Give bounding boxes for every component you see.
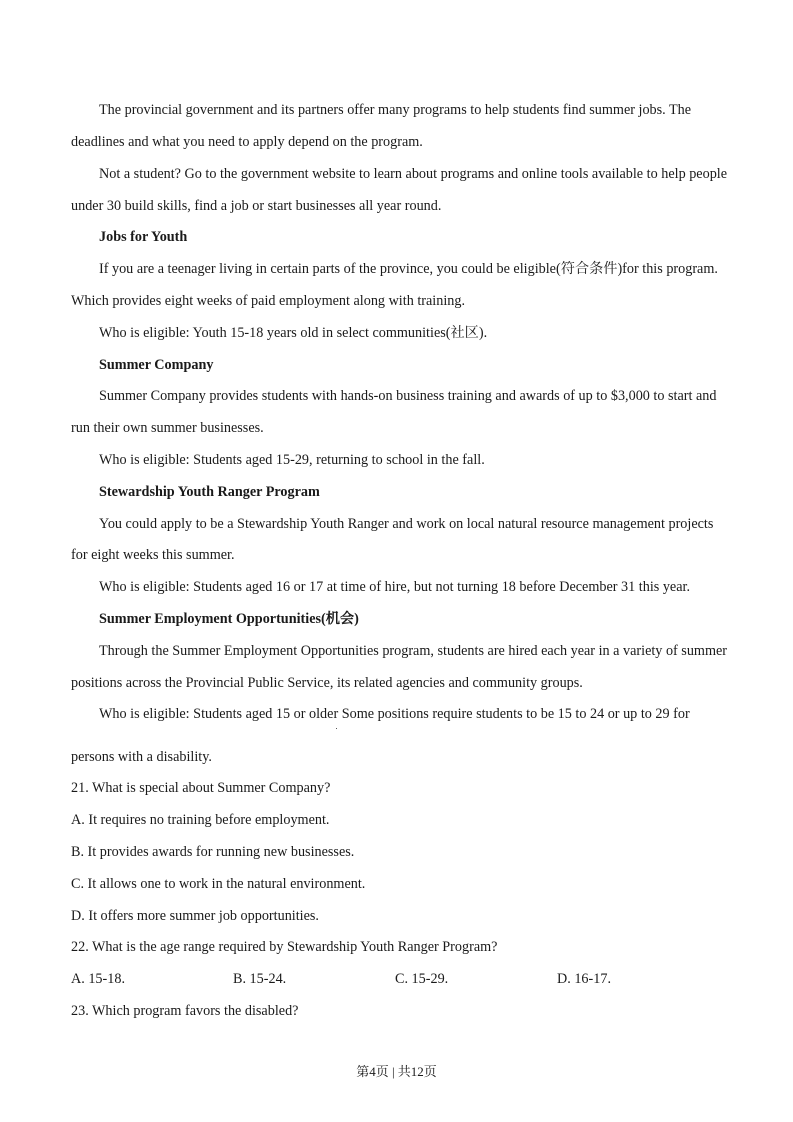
question-22-option-a: A. 15-18.: [71, 971, 125, 987]
paragraph-seo-line-1: Through the Summer Employment Opportunities program, students are hired each year in a variety of summer: [99, 643, 728, 659]
heading-stewardship-youth-ranger: Stewardship Youth Ranger Program: [99, 484, 320, 500]
heading-summer-company: Summer Company: [99, 357, 214, 373]
paragraph-intro-line-1: The provincial government and its partners offer many programs to help students find summer jobs. The: [99, 102, 692, 118]
page-footer: 第4页 | 共12页: [356, 1064, 437, 1079]
eligibility-stewardship: Who is eligible: Students aged 16 or 17 at time of hire, but not turning 18 before December 31 this year.: [99, 579, 691, 595]
question-22-option-c: C. 15-29.: [395, 971, 449, 987]
heading-summer-employment-opportunities: Summer Employment Opportunities(机会): [99, 611, 359, 627]
heading-jobs-for-youth: Jobs for Youth: [99, 229, 188, 245]
question-22-option-d: D. 16-17.: [557, 971, 611, 987]
paragraph-stewardship-line-2: for eight weeks this summer.: [71, 547, 235, 563]
paragraph-not-student-line-2: under 30 build skills, find a job or start businesses all year round.: [71, 198, 442, 214]
paragraph-stewardship-line-1: You could apply to be a Stewardship Youth Ranger and work on local natural resource management projects: [99, 516, 714, 532]
question-21-option-c: C. It allows one to work in the natural environment.: [71, 876, 366, 892]
question-21-option-b: B. It provides awards for running new businesses.: [71, 844, 355, 860]
question-23-stem: 23. Which program favors the disabled?: [71, 1003, 299, 1019]
eligibility-summer-company: Who is eligible: Students aged 15-29, returning to school in the fall.: [99, 452, 485, 468]
paragraph-seo-line-2: positions across the Provincial Public Service, its related agencies and community groups.: [71, 675, 583, 691]
question-21-stem: 21. What is special about Summer Company?: [71, 780, 331, 796]
eligibility-seo-line-2: persons with a disability.: [71, 749, 212, 765]
paragraph-jobs-for-youth-line-2: Which provides eight weeks of paid employment along with training.: [71, 293, 466, 309]
paragraph-summer-company-line-1: Summer Company provides students with hands-on business training and awards of up to $3,000 to start and: [99, 388, 717, 404]
paragraph-intro-line-2: deadlines and what you need to apply depend on the program.: [71, 134, 423, 150]
question-22-stem: 22. What is the age range required by Stewardship Youth Ranger Program?: [71, 939, 498, 955]
question-21-option-a: A. It requires no training before employment.: [71, 812, 330, 828]
question-22-option-b: B. 15-24.: [233, 971, 287, 987]
question-21-option-d: D. It offers more summer job opportunities.: [71, 908, 319, 924]
paragraph-not-student-line-1: Not a student? Go to the government website to learn about programs and online tools available to help people: [99, 166, 728, 182]
stray-mark: [336, 728, 337, 729]
eligibility-jobs-for-youth: Who is eligible: Youth 15-18 years old in select communities(社区).: [99, 325, 488, 341]
eligibility-seo-line-1: Who is eligible: Students aged 15 or older Some positions require students to be 15 to 24 or up to 29 for: [99, 706, 690, 722]
paragraph-jobs-for-youth-line-1: If you are a teenager living in certain parts of the province, you could be eligible(符合条件)for this program.: [99, 261, 718, 277]
paragraph-summer-company-line-2: run their own summer businesses.: [71, 420, 264, 436]
